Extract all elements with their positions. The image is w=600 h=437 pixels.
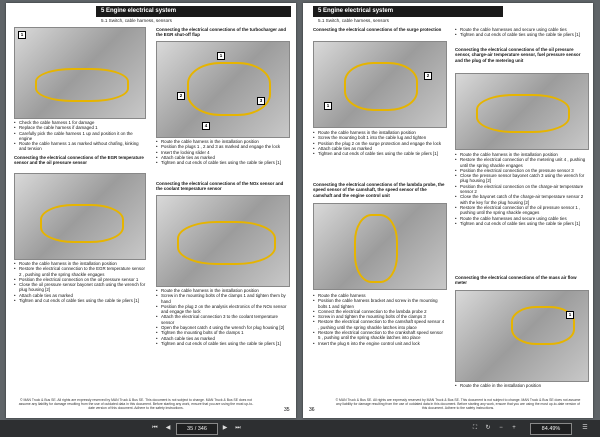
- step-item: • Close the bayonet catch of the charge-air temperature sensor 2 with the key for the plug housing [2]: [455, 194, 587, 205]
- egr-sensor-illustration: [14, 173, 146, 260]
- section-title-bar: 5 Engine electrical system: [313, 6, 503, 17]
- step-item: • Route the cable harness: [313, 293, 445, 298]
- step-item: • Restore the electrical connection of the oil pressure sensor 1 , pushing until the spring shackle engages: [455, 205, 587, 216]
- step-item: • Route the cable harness in the installation position: [455, 152, 587, 157]
- step-item: • Close the pressure sensor bayonet catch 3 using the wrench for plug housing [2]: [455, 173, 587, 184]
- step-item: • Restore the electrical connection to the camshaft speed sensor 4 , pushing until the spring shackle latches into place: [313, 319, 445, 330]
- step-item: • Restore the electrical connection of the metering unit 4 , pushing until the spring shackle engages: [455, 157, 587, 168]
- step-item: • Open the bayonet catch 4 using the wrench for plug housing [2]: [156, 325, 288, 330]
- step-item: • Attach cable ties as marked: [156, 155, 288, 160]
- step-item: • Tighten and cut ends of cable ties using the cable tie pliers [1]: [156, 160, 288, 165]
- heading-nox-coolant: Connecting the electrical connections of the NOx sensor and the coolant temperature sensor: [156, 181, 284, 192]
- step-item: • Route the cable harness 1 as marked without chafing, kinking and tension: [14, 141, 146, 152]
- step-item: • Connect the electrical connection to the lambda probe 2: [313, 309, 445, 314]
- step-item: • Close the oil pressure sensor bayonet catch using the wrench for plug housing [2]: [14, 282, 146, 293]
- steps-check-harness: [14, 120, 146, 152]
- steps-lambda-probe: [313, 293, 445, 346]
- step-item: • Screw in the mounting bolts of the clamps 1 and tighten them by hand: [156, 293, 288, 304]
- oil-pressure-illustration: [455, 73, 589, 150]
- heading-lambda-probe: Connecting the electrical connections of the lambda probe, the speed sensor of the camshaft, the speed sensor of the camshaft and the engine control unit: [313, 182, 445, 198]
- engine-illustration: 1: [14, 27, 146, 119]
- step-item: • Carefully pick the cable harness 1 up and position it on the engine: [14, 131, 146, 142]
- nox-sensor-illustration: [156, 195, 290, 287]
- zoom-in-icon[interactable]: +: [512, 425, 516, 431]
- step-item: • Route the cable harness in the installation position: [14, 261, 146, 266]
- turbocharger-illustration: 1 2 3 4: [156, 41, 290, 138]
- mass-air-flow-illustration: 1: [455, 290, 589, 382]
- first-page-icon[interactable]: ⏮: [152, 425, 158, 431]
- step-item: • Insert the plug 6 into the engine control unit and lock: [313, 341, 445, 346]
- step-item: • Screw in and tighten the mounting bolts of the clamps 3: [313, 314, 445, 319]
- step-item: • Position the electrical connection on the charge-air temperature sensor 2: [455, 184, 587, 195]
- zoom-level-field[interactable]: 84.49%: [530, 423, 572, 435]
- step-item: • Tighten and cut ends of cable ties using the cable tie pliers [1]: [14, 298, 146, 303]
- step-item: • Route the cable harnesses and secure using cable ties: [455, 216, 587, 221]
- step-item: • Tighten and cut ends of cable ties using the cable tie pliers [1]: [313, 151, 445, 156]
- heading-oil-pressure: Connecting the electrical connections of the oil pressure sensor, charge-air temperature sensor, fuel pressure sensor and the plug of the metering unit: [455, 47, 581, 63]
- step-item: • Position the plug 2 on the analysis electronics of the NOx sensor and engage the lock: [156, 304, 288, 315]
- step-item: • Route the cable harness in the installation position: [156, 288, 288, 293]
- section-title-bar: 5 Engine electrical system: [96, 6, 291, 17]
- section-subtitle: 5.1 Switch, cable harness, sensors: [101, 18, 172, 23]
- step-item: • Position the plug 2 on the surge protection and engage the lock: [313, 141, 445, 146]
- heading-turbocharger: Connecting the electrical connections of the turbocharger and the EGR shut-off flap: [156, 27, 287, 38]
- step-item: • Position the cable harness bracket and screw in the mounting bolts 1 and tighten: [313, 298, 445, 309]
- steps-mass-air-flow: [455, 383, 587, 388]
- step-item: • Tighten and cut ends of cable ties using the cable tie pliers [1]: [156, 341, 288, 346]
- step-item: • Insert the locking slider 4: [156, 150, 288, 155]
- last-page-icon[interactable]: ⏭: [235, 425, 241, 431]
- menu-icon[interactable]: ☰: [582, 425, 588, 431]
- rotate-icon[interactable]: ↻: [485, 425, 491, 431]
- step-item: • Route the cable harness in the installation position: [156, 139, 288, 144]
- heading-mass-air-flow: Connecting the electrical connections of the mass air flow meter: [455, 275, 577, 286]
- page-36: [303, 3, 593, 418]
- heading-egr-oil: Connecting the electrical connections of the EGR temperature sensor and the oil pressure sensor: [14, 155, 144, 166]
- step-item: • Tighten and cut ends of cable ties using the cable tie pliers [1]: [455, 32, 587, 37]
- step-item: • Check the cable harness 1 for damage: [14, 120, 146, 125]
- next-page-icon[interactable]: ▶: [222, 425, 228, 431]
- page-number: 35: [284, 407, 290, 413]
- page-number-field[interactable]: 35 / 346: [176, 423, 218, 435]
- zoom-out-icon[interactable]: −: [499, 425, 503, 431]
- page-footer: © MAN Truck & Bus SE. All rights are expressly reserved by MAN Truck & Bus SE. This document is not subject to change. MAN Truck & Bus SE does not assume any liability for damage resulting from the use of outdated data in this document. Before starting any work, ensure that you are using the most up-to-date version of this document. Adhere to the safety instructions.: [335, 398, 581, 411]
- page-35: [6, 3, 296, 418]
- step-item: • Position the electrical connection on the pressure sensor 3: [455, 168, 587, 173]
- step-item: • Attach cable ties as marked: [14, 293, 146, 298]
- step-item: • Route the cable harnesses and secure using cable ties: [455, 27, 587, 32]
- page-footer: © MAN Truck & Bus SE. All rights are expressly reserved by MAN Truck & Bus SE. This document is not subject to change. MAN Truck & Bus SE does not assume any liability for damage resulting from the use of outdated data in this document. Before starting any work, ensure that you are using the most up-to-date version of this document. Adhere to the safety instructions.: [18, 398, 254, 411]
- steps-egr-oil: [14, 261, 146, 303]
- viewer-toolbar: [0, 420, 600, 437]
- step-item: • Attach cable ties as marked: [313, 146, 445, 151]
- step-item: • Tighten the mounting bolts of the clamps 1: [156, 330, 288, 335]
- section-subtitle: 5.1 Switch, cable harness, sensors: [318, 18, 389, 23]
- step-item: • Attach the electrical connection 3 to the coolant temperature sensor: [156, 314, 288, 325]
- surge-protection-illustration: 1 2: [313, 41, 447, 128]
- previous-page-icon[interactable]: ◀: [165, 425, 171, 431]
- step-item: • Route the cable in the installation position: [455, 383, 587, 388]
- step-item: • Tighten and cut ends of cable ties using the cable tie pliers [1]: [455, 221, 587, 226]
- heading-surge-protection: Connecting the electrical connections of the surge protection: [313, 27, 442, 32]
- steps-cable-ties: [455, 27, 587, 38]
- step-item: • Screw the mounting bolt 1 into the cable lug and tighten: [313, 135, 445, 140]
- steps-oil-pressure: [455, 152, 587, 226]
- step-item: • Route the cable harness in the installation position: [313, 130, 445, 135]
- step-item: • Position the plugs 1 , 2 and 3 as marked and engage the lock: [156, 144, 288, 149]
- steps-surge-protection: [313, 130, 445, 156]
- lambda-probe-illustration: [313, 203, 447, 290]
- fit-page-icon[interactable]: ⛶: [472, 425, 478, 431]
- step-item: • Restore the electrical connection to the crankshaft speed sensor 5 , pushing until the spring shackle latches into place: [313, 330, 445, 341]
- steps-turbocharger: [156, 139, 288, 165]
- step-item: • Replace the cable harness if damaged 1: [14, 125, 146, 130]
- step-item: • Position the electrical connection on the oil pressure sensor 1: [14, 277, 146, 282]
- step-item: • Restore the electrical connection to the EGR temperature sensor 2 , pushing until the spring shackle engages: [14, 266, 146, 277]
- page-number: 36: [309, 407, 315, 413]
- step-item: • Attach cable ties as marked: [156, 336, 288, 341]
- steps-nox-coolant: [156, 288, 288, 346]
